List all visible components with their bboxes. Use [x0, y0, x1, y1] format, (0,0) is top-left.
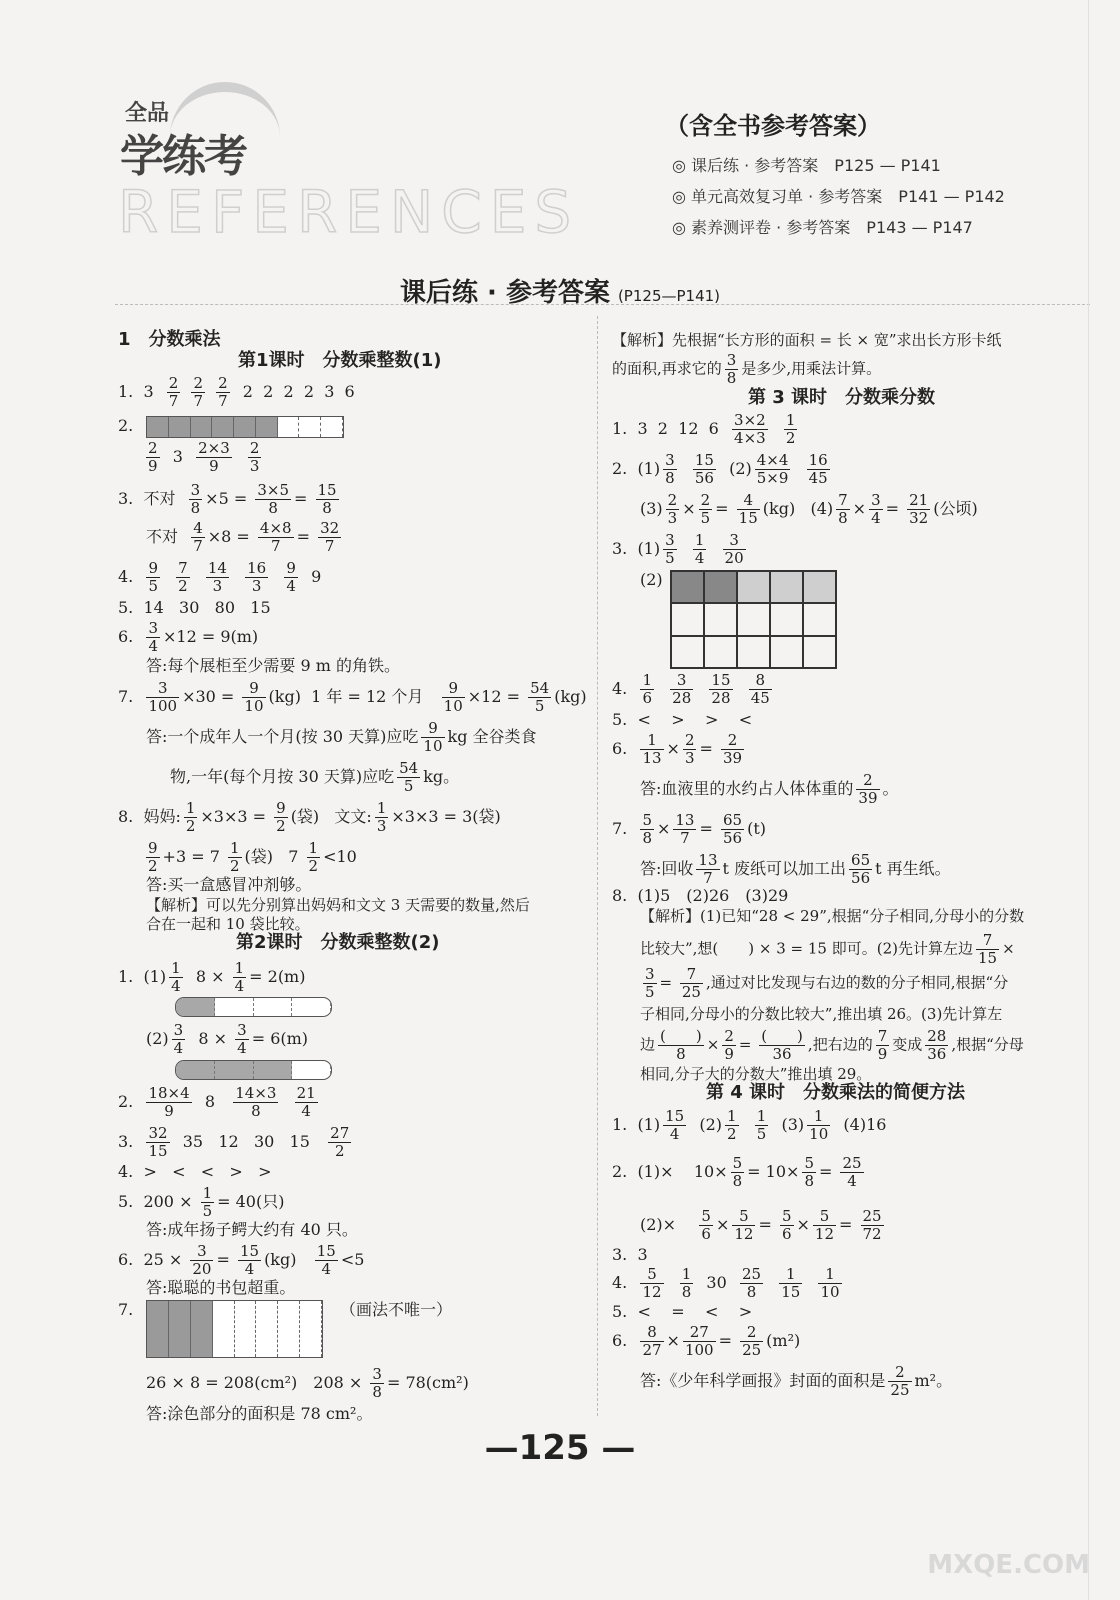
answer-b1-2: (2) $\frac{3}{4}$ 8 × $\frac{3}{4}$ = 6(m): [146, 1021, 309, 1057]
answer-b7-note: 答:涂色部分的面积是 78 cm²。: [146, 1404, 373, 1423]
answer-8-explain: 【解析】可以先分别算出妈妈和文文 3 天需要的数量,然后: [146, 896, 530, 914]
c8-explain-3: $\frac{3}{5}$ = $\frac{7}{25}$ ,通过对比发现与右边的数的分子相同,根据“分: [645, 965, 1009, 1001]
column-divider: [597, 316, 598, 1416]
brand-logo: 学练考: [120, 131, 246, 182]
drawing-hint: （画法不唯一）: [340, 1300, 453, 1319]
answer-b3: 3. $\frac{32}{15}$ 35 12 30 15 $\frac{27}{2}$: [118, 1124, 350, 1160]
answer-b5: 5. 200 × $\frac{1}{5}$ = 40(只): [118, 1184, 285, 1220]
answer-b7: 26 × 8 = 208(cm²) 208 × $\frac{3}{8}$ = 78(cm²): [146, 1365, 469, 1401]
answer-c4: 4. $\frac{1}{6}$ $\frac{3}{28}$ $\frac{15}{28}$ $\frac{8}{45}$: [612, 671, 770, 707]
answer-8-explain2: 合在一起和 10 袋比较。: [146, 915, 310, 933]
answer-d6: 6. $\frac{8}{27}$ × $\frac{27}{100}$ = $\frac{2}{25}$ (m²): [612, 1323, 801, 1359]
answer-c5: 5. < > > <: [612, 710, 753, 729]
answer-b7-label: 7.: [118, 1300, 134, 1319]
answer-b6: 6. 25 × $\frac{3}{20}$ = $\frac{15}{4}$ (kg) $\frac{15}{4}$ <5: [118, 1242, 365, 1278]
c8-explain-1: 【解析】(1)已知“28 < 29”,根据“分子相同,分母小的分数: [640, 907, 1025, 925]
includes-answers: （含全书参考答案）: [665, 112, 881, 140]
answer-8-compare: $\frac{9}{2}$ +3 = 7 $\frac{1}{2}$ (袋) 7 $\frac{1}{2}$ <10: [148, 839, 357, 875]
answer-c2-1: 2. (1) $\frac{3}{8}$ $\frac{15}{56}$ (2) $\frac{4\times 4}{5\times 9}$ $\frac{16}{45}$: [612, 451, 828, 487]
answer-d4: 4. $\frac{5}{12}$ $\frac{1}{8}$ 30 $\frac{25}{8}$ $\frac{1}{15}$ $\frac{1}{10}$: [612, 1265, 840, 1301]
answer-c1: 1. 3 2 12 6 $\frac{3\times 2}{4\times 3}$ $\frac{1}{2}$: [612, 411, 796, 447]
c8-explain-6: 相同,分子大的分数大”推出填 29。: [640, 1065, 872, 1083]
answer-7: 7. $\frac{3}{100}$ ×30 = $\frac{9}{10}$ (kg) 1 年 = 12 个月 $\frac{9}{10}$ ×12 = $\frac{54}{5}$ (kg): [118, 679, 587, 715]
answer-1: 1. 3 $\frac{2}{7}$ $\frac{2}{7}$ $\frac{2}{7}$ 2 2 2 2 3 6: [118, 374, 355, 410]
answer-7-note2: 物,一年(每个月按 30 天算)应吃 $\frac{54}{5}$ kg。: [170, 759, 460, 795]
ref-line-1: ◎ 课后练 · 参考答案 P125 — P141: [672, 156, 941, 175]
answer-b6-note: 答:聪聪的书包超重。: [146, 1278, 296, 1297]
answer-b4: 4. > < < > >: [118, 1162, 272, 1181]
page-number: —125 —: [484, 1428, 636, 1468]
fraction-bar: [146, 416, 344, 438]
page-edge: [1088, 0, 1089, 1600]
fraction-grid: [670, 570, 837, 669]
answer-b1-1: 1. (1) $\frac{1}{4}$ 8 × $\frac{1}{4}$ = 2(m): [118, 959, 306, 995]
answer-2: $\frac{2}{9}$ 3 $\frac{2\times 3}{9}$ $\frac{2}{3}$: [148, 439, 260, 475]
answer-4: 4. $\frac{9}{5}$ $\frac{7}{2}$ $\frac{14}{3}$ $\frac{16}{3}$ $\frac{9}{4}$ 9: [118, 559, 322, 595]
explain-top-2: 的面积,再求它的 $\frac{3}{8}$ 是多少,用乘法计算。: [612, 351, 882, 387]
answer-6: 6. $\frac{3}{4}$ ×12 = 9(m): [118, 619, 259, 655]
c8-explain-5: 边 ( ) 8 × $\frac{2}{9}$ = ( ) 36 ,把右边的 $\frac{7}{9}$ 变成 $\frac{28}{36}$ ,根据“分母: [640, 1027, 1024, 1063]
answer-d3: 3. 3: [612, 1245, 648, 1264]
lesson-4-title: 第 4 课时 分数乘法的简便方法: [706, 1082, 966, 1103]
cylinder-diagram-1: [175, 997, 332, 1017]
answer-d2-2: (2)× $\frac{5}{6}$ × $\frac{5}{12}$ = $\frac{5}{6}$ × $\frac{5}{12}$ = $\frac{25}{72}$: [640, 1207, 882, 1243]
answer-d2-1: 2. (1)× 10× $\frac{5}{8}$ = 10× $\frac{5}{8}$ = $\frac{25}{4}$: [612, 1154, 862, 1190]
answer-c6: 6. $\frac{1}{13}$ × $\frac{2}{3}$ = $\frac{2}{39}$: [612, 731, 743, 767]
cylinder-diagram-2: [175, 1060, 332, 1080]
lesson-3-title: 第 3 课时 分数乘分数: [748, 387, 936, 408]
answer-5: 5. 14 30 80 15: [118, 598, 271, 617]
unit-title: 1 分数乘法: [118, 329, 221, 350]
answer-c3: 3. (1) $\frac{3}{5}$ $\frac{1}{4}$ $\frac{3}{20}$: [612, 531, 744, 567]
answer-b5-note: 答:成年扬子鳄大约有 40 只。: [146, 1220, 358, 1239]
references-title: REFERENCES: [118, 178, 580, 246]
answer-8-note: 答:买一盒感冒冲剂够。: [146, 875, 312, 894]
ref-line-3: ◎ 素养测评卷 · 参考答案 P143 — P147: [672, 218, 973, 237]
answer-d6-note: 答:《少年科学画报》封面的面积是 $\frac{2}{25}$ m²。: [640, 1363, 953, 1399]
lesson-2-title: 第2课时 分数乘整数(2): [236, 932, 440, 953]
answer-c6-note: 答:血液里的水约占人体体重的 $\frac{2}{39}$ 。: [640, 771, 899, 807]
answer-c2-2: (3) $\frac{2}{3}$ × $\frac{2}{5}$ = $\frac{4}{15}$ (kg) (4) $\frac{7}{8}$ × $\frac{3}{4}$ = $\frac{21}{32}$ (公顷): [640, 491, 978, 527]
answer-c7: 7. $\frac{5}{8}$ × $\frac{13}{7}$ = $\frac{65}{56}$ (t): [612, 811, 766, 847]
ref-line-2: ◎ 单元高效复习单 · 参考答案 P141 — P142: [672, 187, 1005, 206]
section-title: 课后练 · 参考答案 (P125—P141): [399, 278, 721, 308]
brand-small: 全品: [125, 101, 170, 126]
c8-explain-2: 比较大”,想( ) × 3 = 15 即可。(2)先计算左边 $\frac{7}{15}$ ×: [640, 931, 1015, 967]
answer-8: 8. 妈妈: $\frac{1}{2}$ ×3×3 = $\frac{9}{2}$ (袋) 文文: $\frac{1}{3}$ ×3×3 = 3(袋): [118, 799, 501, 835]
answer-3a: 3. 不对 $\frac{3}{8}$ ×5 = $\frac{3\times 5}{8}$ = $\frac{15}{8}$: [118, 481, 337, 517]
answer-c3-2: (2): [640, 570, 663, 589]
lesson-1-title: 第1课时 分数乘整数(1): [238, 350, 442, 371]
divider: [115, 304, 1090, 305]
answer-c7-note: 答:回收 $\frac{13}{7}$ t 废纸可以加工出 $\frac{65}{56}$ t 再生纸。: [640, 851, 951, 887]
answer-3b: 不对 $\frac{4}{7}$ ×8 = $\frac{4\times 8}{7}$ = $\frac{32}{7}$: [146, 519, 340, 555]
answer-d5: 5. < = < >: [612, 1302, 753, 1321]
answer-2-label: 2.: [118, 416, 134, 435]
answer-c8: 8. (1)5 (2)26 (3)29: [612, 886, 789, 905]
answer-b2: 2. $\frac{18\times 4}{9}$ 8 $\frac{14\times 3}{8}$ $\frac{21}{4}$: [118, 1084, 316, 1120]
answer-6-note: 答:每个展柜至少需要 9 m 的角铁。: [146, 656, 401, 675]
watermark: MXQE.COM: [927, 1550, 1090, 1580]
answer-d1: 1. (1) $\frac{15}{4}$ (2) $\frac{1}{2}$ $\frac{1}{5}$ (3) $\frac{1}{10}$ (4)16: [612, 1107, 887, 1143]
area-diagram: [146, 1300, 323, 1358]
explain-top-1: 【解析】先根据“长方形的面积 = 长 × 宽”求出长方形卡纸: [612, 331, 1002, 349]
c8-explain-4: 子相同,分母小的分数比较大”,推出填 26。(3)先计算左: [640, 1005, 1003, 1023]
answer-7-note: 答:一个成年人一个月(按 30 天算)应吃 $\frac{9}{10}$ kg 全谷类食: [146, 719, 537, 755]
